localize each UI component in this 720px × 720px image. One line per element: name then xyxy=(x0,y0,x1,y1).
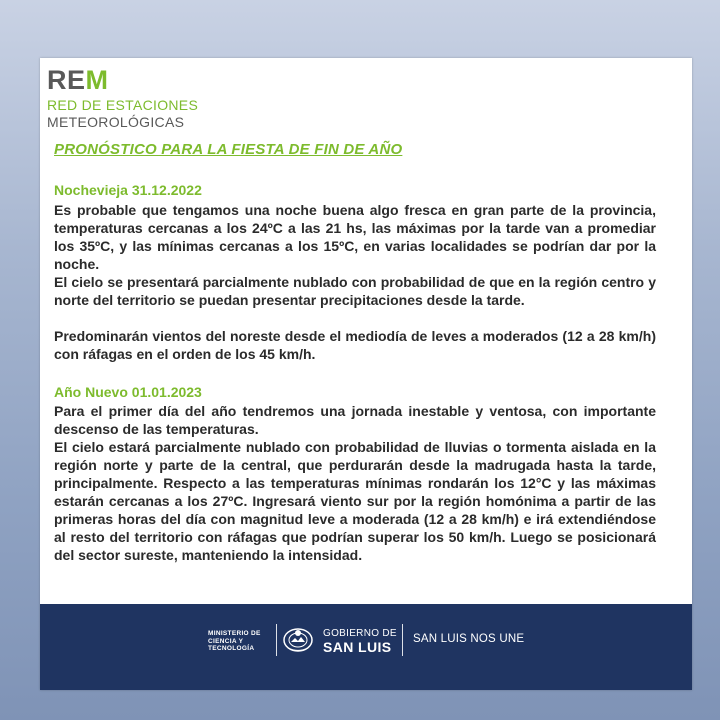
nochevieja-paragraph-1: Es probable que tengamos una noche buena algo fresca en gran parte de la provincia, temperaturas cercanas a los 24ºC a las 21 hs, las máximas por la tarde van a promediar los 35ºC, y las mínimas cercanas a los 15ºC, en varias localidades se podrían dar por la noche. xyxy=(54,202,656,272)
ano-nuevo-paragraph-1: Para el primer día del año tendremos una jornada inestable y ventosa, con importante descenso de las temperaturas. xyxy=(54,403,656,437)
gobierno-line2: SAN LUIS xyxy=(323,639,392,655)
san-luis-crest-icon xyxy=(282,624,314,656)
rem-logo-wordmark xyxy=(47,66,198,94)
rem-logo-suffix: M xyxy=(85,65,109,95)
forecast-card xyxy=(40,58,692,690)
nochevieja-paragraph-2: El cielo se presentará parcialmente nublado con probabilidad de que en la región centro y norte del territorio se puedan presentar precipitaciones desde la tarde. xyxy=(54,274,656,308)
rem-logo-prefix: RE xyxy=(47,65,86,95)
section-title-ano-nuevo: Año Nuevo 01.01.2023 xyxy=(54,384,202,400)
footer-divider xyxy=(402,624,403,656)
section-title-nochevieja: Nochevieja 31.12.2022 xyxy=(54,182,202,198)
nochevieja-paragraph-3: Predominarán vientos del noreste desde el mediodía de leves a moderados (12 a 28 km/h) con ráfagas en el orden de los 45 km/h. xyxy=(54,328,656,362)
ministerio-label: MINISTERIO DE CIENCIA Y TECNOLOGÍA xyxy=(208,630,261,652)
rem-logo-line1: RED DE ESTACIONES xyxy=(47,97,199,113)
footer-divider xyxy=(276,624,277,656)
gobierno-label xyxy=(323,628,397,655)
footer-banner xyxy=(40,604,692,690)
ano-nuevo-paragraph-2: El cielo estará parcialmente nublado con probabilidad de lluvias o tormenta aislada en la región norte y parte de la central, que perdurarán desde la madrugada hasta la tarde, principalmente. Respecto a las temperaturas mínimas rondarán los 12°C y las máximas estarán cercanas a los 27ºC. Ingresará viento sur por la región homónima a partir de las primeras horas del día con magnitud leve a moderada (12 a 28 km/h) e irá extendiéndose al resto del territorio con ráfagas que podrían superar los 50 km/h. Luego se posicionará del sector sureste, manteniendo la intensidad. xyxy=(54,439,656,563)
slogan-text: SAN LUIS NOS UNE xyxy=(413,633,525,645)
rem-logo-line2: METEOROLÓGICAS xyxy=(47,114,185,130)
gobierno-line1: GOBIERNO DE xyxy=(323,628,397,639)
rem-logo xyxy=(47,66,198,131)
page-title: PRONÓSTICO PARA LA FIESTA DE FIN DE AÑO xyxy=(54,141,403,158)
